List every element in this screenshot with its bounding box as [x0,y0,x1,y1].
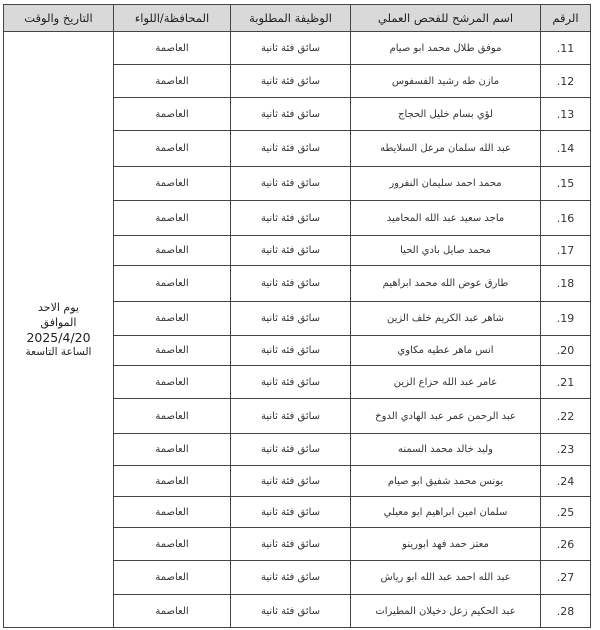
job-title: سائق فئة ثانية [231,399,351,434]
job-title: سائق فئة ثانية [231,131,351,167]
candidate-name: مازن طه رشيد الفسفوس [351,65,541,98]
header-datetime: التاريخ والوقت [4,5,114,32]
job-title: سائق فئة ثانية [231,98,351,131]
row-number: 19. [541,302,591,336]
candidate-name: ماجد سعيد عبد الله المحاميد [351,201,541,236]
job-title: سائق فئة ثانية [231,302,351,336]
candidate-name: انس ماهر عطيه مكاوي [351,336,541,366]
candidates-table [3,4,591,628]
job-title: سائق فئة ثانية [231,497,351,528]
governorate: العاصمة [114,201,231,236]
governorate: العاصمة [114,98,231,131]
row-number: 23. [541,434,591,466]
date-time-cell [4,32,114,628]
governorate: العاصمة [114,497,231,528]
candidate-name: سلمان امين ابراهيم ابو معيلي [351,497,541,528]
job-title: سائق فئة ثانية [231,167,351,201]
job-title: سائق فئة ثانية [231,201,351,236]
row-number: 27. [541,561,591,595]
date-value: 2025/4/20 [26,329,91,345]
table-body [4,32,591,628]
row-number: 11. [541,32,591,65]
day-label: يوم الاحد [38,300,79,314]
row-number: 12. [541,65,591,98]
governorate: العاصمة [114,528,231,561]
time-label: الساعة التاسعة [25,345,92,358]
governorate: العاصمة [114,32,231,65]
table-header [4,5,591,32]
row-number: 22. [541,399,591,434]
candidate-name: محمد احمد سليمان النفرور [351,167,541,201]
governorate: العاصمة [114,302,231,336]
candidate-name: لؤي بسام خليل الحجاج [351,98,541,131]
row-number: 15. [541,167,591,201]
job-title: سائق فئة ثانية [231,466,351,497]
candidate-name: عبد الحكيم زعل دخيلان المطيرات [351,595,541,628]
candidate-name: موفق طلال محمد ابو صيام [351,32,541,65]
candidate-name: معتز حمد فهد ابورينو [351,528,541,561]
job-title: سائق فئة ثانية [231,561,351,595]
governorate: العاصمة [114,561,231,595]
candidate-name: عبد الرحمن عمر عبد الهادي الدوخ [351,399,541,434]
governorate: العاصمة [114,167,231,201]
row-number: 26. [541,528,591,561]
candidate-name: وليد خالد محمد السمنه [351,434,541,466]
job-title: سائق فئة ثانية [231,595,351,628]
job-title: سائق فئة ثانية [231,236,351,266]
candidate-name: محمد صايل بادي الحيا [351,236,541,266]
row-number: 18. [541,266,591,302]
header-num: الرقم [541,5,591,32]
row-number: 13. [541,98,591,131]
corresponding-label: الموافق [40,315,77,329]
governorate: العاصمة [114,336,231,366]
governorate: العاصمة [114,466,231,497]
row-number: 17. [541,236,591,266]
candidate-name: عبد الله احمد عبد الله ابو رياش [351,561,541,595]
job-title: سائق فئة ثانية [231,266,351,302]
table-row [4,32,591,65]
candidate-name: شاهر عبد الكريم خلف الزين [351,302,541,336]
header-name: اسم المرشح للفحص العملي [351,5,541,32]
job-title: سائق فئة ثانية [231,528,351,561]
row-number: 14. [541,131,591,167]
governorate: العاصمة [114,65,231,98]
job-title: سائق فئه ثانية [231,336,351,366]
candidate-name: عبد الله سلمان مرعل السلايطه [351,131,541,167]
governorate: العاصمة [114,434,231,466]
header-gov: المحافظة/اللواء [114,5,231,32]
governorate: العاصمة [114,131,231,167]
governorate: العاصمة [114,366,231,399]
candidate-name: عامر عبد الله حزاع الزين [351,366,541,399]
row-number: 24. [541,466,591,497]
governorate: العاصمة [114,399,231,434]
candidate-name: يونس محمد شفيق ابو صيام [351,466,541,497]
job-title: سائق فئة ثانية [231,366,351,399]
candidate-name: طارق عوض الله محمد ابراهيم [351,266,541,302]
row-number: 20. [541,336,591,366]
header-job: الوظيفة المطلوبة [231,5,351,32]
governorate: العاصمة [114,236,231,266]
governorate: العاصمة [114,595,231,628]
governorate: العاصمة [114,266,231,302]
row-number: 25. [541,497,591,528]
row-number: 28. [541,595,591,628]
job-title: سائق فئة ثانية [231,32,351,65]
row-number: 16. [541,201,591,236]
job-title: سائق فئة ثانية [231,434,351,466]
job-title: سائق فئة ثانية [231,65,351,98]
row-number: 21. [541,366,591,399]
